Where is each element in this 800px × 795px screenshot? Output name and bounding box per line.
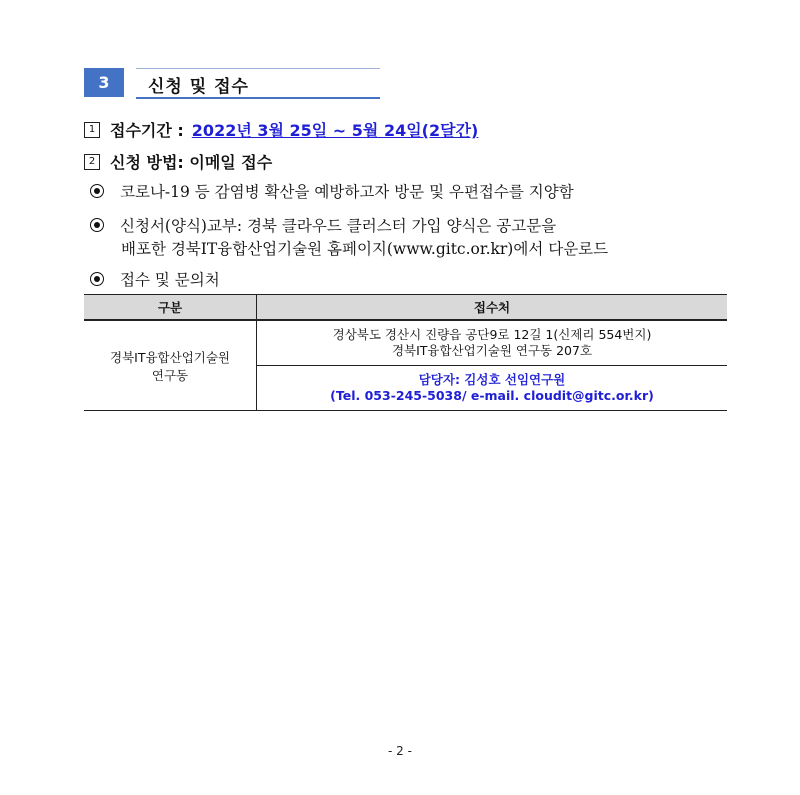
header-category: 구분 <box>84 295 257 321</box>
section-title: 신청 및 접수 <box>148 77 249 97</box>
page-number: - 2 - <box>388 744 412 758</box>
org-name: 경북IT융합산업기술원 <box>110 349 230 365</box>
bullseye-bullet-icon <box>90 184 104 198</box>
address-line: 경상북도 경산시 진량읍 공단9로 12길 1(신제리 554번지) <box>332 327 652 343</box>
bullet-text: 코로나-19 등 감염병 확산을 예방하고자 방문 및 우편접수를 지양함 <box>120 183 574 201</box>
manager-cell <box>257 366 728 411</box>
bullseye-bullet-icon <box>90 218 104 232</box>
manager-name: 담당자: 김성호 선임연구원 <box>418 371 566 387</box>
section-header <box>84 68 380 98</box>
address-cell <box>257 320 728 366</box>
address-room: 경북IT융합산업기술원 연구동 207호 <box>391 343 593 358</box>
manager-contact: (Tel. 053-245-5038/ e-mail. cloudit@gitc.or.kr) <box>330 388 654 403</box>
item-marker-box: 2 <box>84 154 100 170</box>
bullet-item <box>90 180 574 202</box>
contact-table <box>84 294 727 411</box>
bullet-text: 신청서(양식)교부: 경북 클라우드 클러스터 가입 양식은 공고문을 <box>120 217 557 235</box>
header-reception: 접수처 <box>257 295 728 321</box>
table-row <box>84 320 727 366</box>
org-cell <box>84 320 257 411</box>
bullet-text: 접수 및 문의처 <box>120 271 220 289</box>
method-label: 신청 방법: 이메일 접수 <box>110 153 273 172</box>
item-application-period <box>84 118 478 141</box>
item-application-method <box>84 150 272 173</box>
section-number: 3 <box>84 68 124 97</box>
table-header-row <box>84 295 727 321</box>
bullet-text-continued: 배포한 경북IT융합산업기술원 홈페이지(www.gitc.or.kr)에서 다운로드 <box>121 240 609 258</box>
item-marker-box: 1 <box>84 122 100 138</box>
period-value: 2022년 3월 25일 ~ 5월 24일(2달간) <box>191 121 479 140</box>
section-title-box <box>136 68 380 99</box>
org-building: 연구동 <box>151 367 189 383</box>
period-label: 접수기간 : <box>110 121 184 140</box>
bullet-item <box>90 214 556 236</box>
bullet-item <box>90 268 220 290</box>
bullseye-bullet-icon <box>90 272 104 286</box>
